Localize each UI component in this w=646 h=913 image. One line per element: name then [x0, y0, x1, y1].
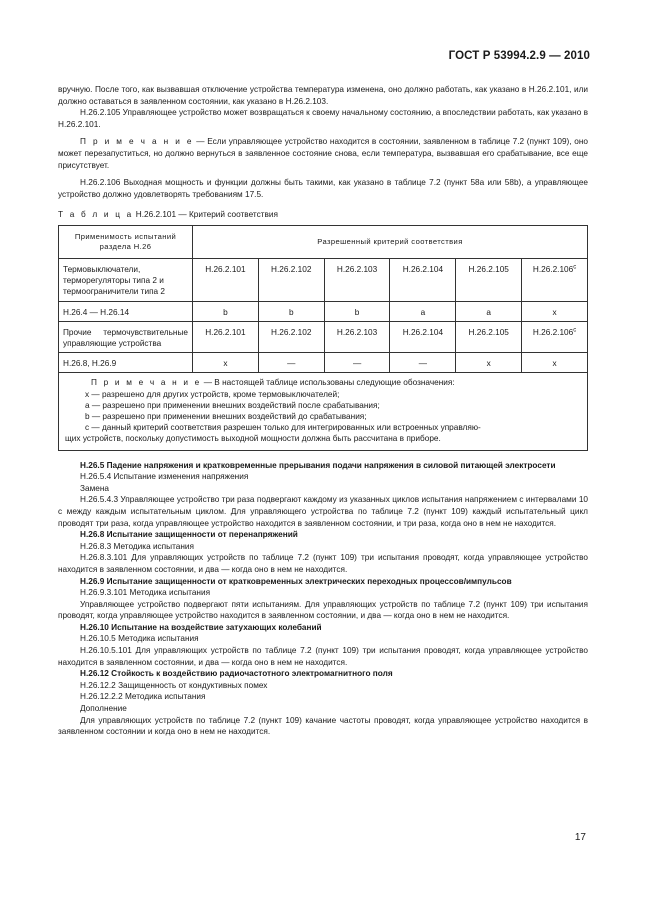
table-cell: Н.26.2.105	[456, 258, 522, 301]
row-label: Прочие термочувствительные управляющие устройства	[59, 321, 193, 352]
section-heading: Н.26.10 Испытание на воздействие затухающих колебаний	[80, 622, 322, 632]
table-cell: a	[390, 301, 456, 321]
note-text: — Если управляющее устройство находится в состоянии, заявленном в таблице 7.2 (пункт 109), оно может перезапуститься, но должно вернуться в заявленное состояние снова, если температура, вызвавшая его срабатывание, все еще присутствует.	[58, 137, 588, 170]
intro-paragraph-1: вручную. После того, как вызвавшая отключение устройства температура изменена, оно должно работать, как указано в Н.26.2.101, или должно оставаться в заявленном состоянии, как указано в Н.26.2.103.	[58, 85, 588, 106]
table-cell: a	[456, 301, 522, 321]
table-note-line: a — разрешено при применении внешних воздействий после срабатывания;	[85, 400, 380, 410]
table-cell: —	[258, 353, 324, 373]
table-cell: x	[456, 353, 522, 373]
table-cell: —	[324, 353, 390, 373]
table-caption	[58, 209, 588, 221]
section-heading: Н.26.5 Падение напряжения и кратковременные прерывания подачи напряжения в силовой питающей электросети	[80, 460, 556, 470]
table-cell: x	[522, 301, 588, 321]
table-note-label: П р и м е ч а н и е	[91, 378, 202, 388]
table-cell: Н.26.2.101	[193, 321, 259, 352]
table-cell: Н.26.2.105	[456, 321, 522, 352]
section-text: Дополнение	[80, 704, 127, 714]
row-label: Н.26.8, Н.26.9	[59, 353, 193, 373]
table-cell: Н.26.2.102	[258, 258, 324, 301]
table-row	[59, 353, 588, 373]
table-note-row	[59, 373, 588, 450]
row-label: Термовыключатели, терморегуляторы типа 2 и термоограничители типа 2	[59, 258, 193, 301]
page-number: 17	[574, 832, 586, 843]
table-cell: x	[522, 353, 588, 373]
table-cell: Н.26.2.103	[324, 321, 390, 352]
page-body	[58, 84, 588, 738]
subsection-heading: Н.26.12.2.2 Методика испытания	[80, 692, 206, 702]
section-heading: Н.26.12 Стойкость к воздействию радиочастотного электромагнитного поля	[80, 669, 393, 679]
row-label: Н.26.4 — Н.26.14	[59, 301, 193, 321]
note-label: П р и м е ч а н и е	[80, 137, 194, 147]
header-applicability: Применимость испытаний раздела Н.26	[59, 225, 193, 258]
table-cell: b	[258, 301, 324, 321]
table-cell: Н.26.2.101	[193, 258, 259, 301]
table-header-row	[59, 225, 588, 258]
table-row	[59, 258, 588, 301]
intro-paragraph-3: Н.26.2.106 Выходная мощность и функции должны быть такими, как указано в таблице 7.2 (пункт 58а или 58b), а управляющее устройство должно удовлетворять требованиям 17.5.	[58, 178, 588, 199]
subsection-heading: Н.26.8.3 Методика испытания	[80, 541, 194, 551]
subsection-heading: Н.26.9.3.101 Методика испытания	[80, 588, 211, 598]
document-standard-number: ГОСТ Р 53994.2.9 — 2010	[448, 50, 590, 62]
table-cell: Н.26.2.102	[258, 321, 324, 352]
table-caption-text: Н.26.2.101 — Критерий соответствия	[133, 210, 278, 220]
section-text: Н.26.8.3.101 Для управляющих устройств по таблице 7.2 (пункт 109) три испытания проводят, когда управляющее устройство находится в заявленном состоянии, и два — когда оно в нем не находится.	[58, 553, 588, 574]
footnote-mark: c	[573, 327, 577, 333]
table-note-line: щих устройств, поскольку допустимость выходной мощности должна быть рассчитана в приборе.	[65, 434, 441, 444]
table-cell: —	[390, 353, 456, 373]
table-cell: Н.26.2.104	[390, 321, 456, 352]
intro-note	[58, 136, 588, 171]
section-text: Для управляющих устройств по таблице 7.2 (пункт 109) качание частоты проводят, когда управляющее устройство находится в заявленном состоянии и когда оно в нем не находится.	[58, 715, 588, 737]
subsection-heading: Н.26.12.2 Защищенность от кондуктивных помех	[80, 680, 268, 690]
table-row	[59, 301, 588, 321]
table-note-line: b — разрешено при применении внешних воздействий до срабатывания;	[85, 411, 367, 421]
table-note-intro-text: — В настоящей таблице использованы следующие обозначения:	[201, 378, 455, 388]
table-cell: b	[193, 301, 259, 321]
table-note-line: c — данный критерий соответствия разрешен только для интегрированных или встроенных управляю-	[85, 423, 481, 433]
section-text: Н.26.5.4.3 Управляющее устройство три раза подвергают каждому из указанных циклов испытания напряжением с интервалами 10 с между каждым испытательным циклом. Для управляющего устройства по таблице 7.2 (пункт 109) каждый испытательный цикл проводят три раза, когда управляющее устройство находится в заявленном состоянии, и три раза, когда оно в нем не находится.	[58, 495, 588, 528]
table-cell: b	[324, 301, 390, 321]
footnote-mark: c	[573, 264, 577, 271]
table-caption-label: Т а б л и ц а	[58, 210, 134, 220]
table-cell: Н.26.2.104	[390, 258, 456, 301]
intro-paragraph-2: Н.26.2.105 Управляющее устройство может возвращаться к своему начальному состоянию, а впоследствии работать, как указано в Н.26.2.101.	[58, 108, 588, 129]
criteria-table	[58, 225, 588, 451]
section-heading: Н.26.9 Испытание защищенности от кратковременных электрических переходных процессов/импульсов	[80, 576, 512, 586]
subsection-heading: Н.26.10.5 Методика испытания	[80, 634, 199, 644]
section-heading: Н.26.8 Испытание защищенности от перенапряжений	[80, 530, 298, 540]
section-text: Н.26.10.5.101 Для управляющих устройств по таблице 7.2 (пункт 109) три испытания проводят, когда управляющее устройство находится в заявленном состоянии, и два — когда оно в нем не находится.	[58, 646, 588, 667]
table-note-line: x — разрешено для других устройств, кроме термовыключателей;	[85, 389, 340, 399]
table-cell	[522, 321, 588, 352]
subsection-heading: Н.26.5.4 Испытание изменения напряжения	[80, 472, 249, 482]
table-cell: x	[193, 353, 259, 373]
section-text: Управляющее устройство подвергают пяти испытаниям. Для управляющих устройств по таблице 7.2 (пункт 109) три испытания проводят, когда управляющее устройство находится в заявленном состоянии, и два — когда оно в нем не находится.	[58, 599, 588, 621]
section-text: Замена	[80, 483, 109, 493]
table-cell: Н.26.2.103	[324, 258, 390, 301]
header-criteria: Разрешенный критерий соответствия	[193, 225, 588, 258]
table-note-intro	[65, 377, 581, 388]
cell-value: Н.26.2.106	[532, 264, 574, 274]
table-note	[59, 373, 588, 450]
cell-value: Н.26.2.106	[532, 327, 574, 337]
table-row	[59, 321, 588, 352]
table-cell	[522, 258, 588, 301]
